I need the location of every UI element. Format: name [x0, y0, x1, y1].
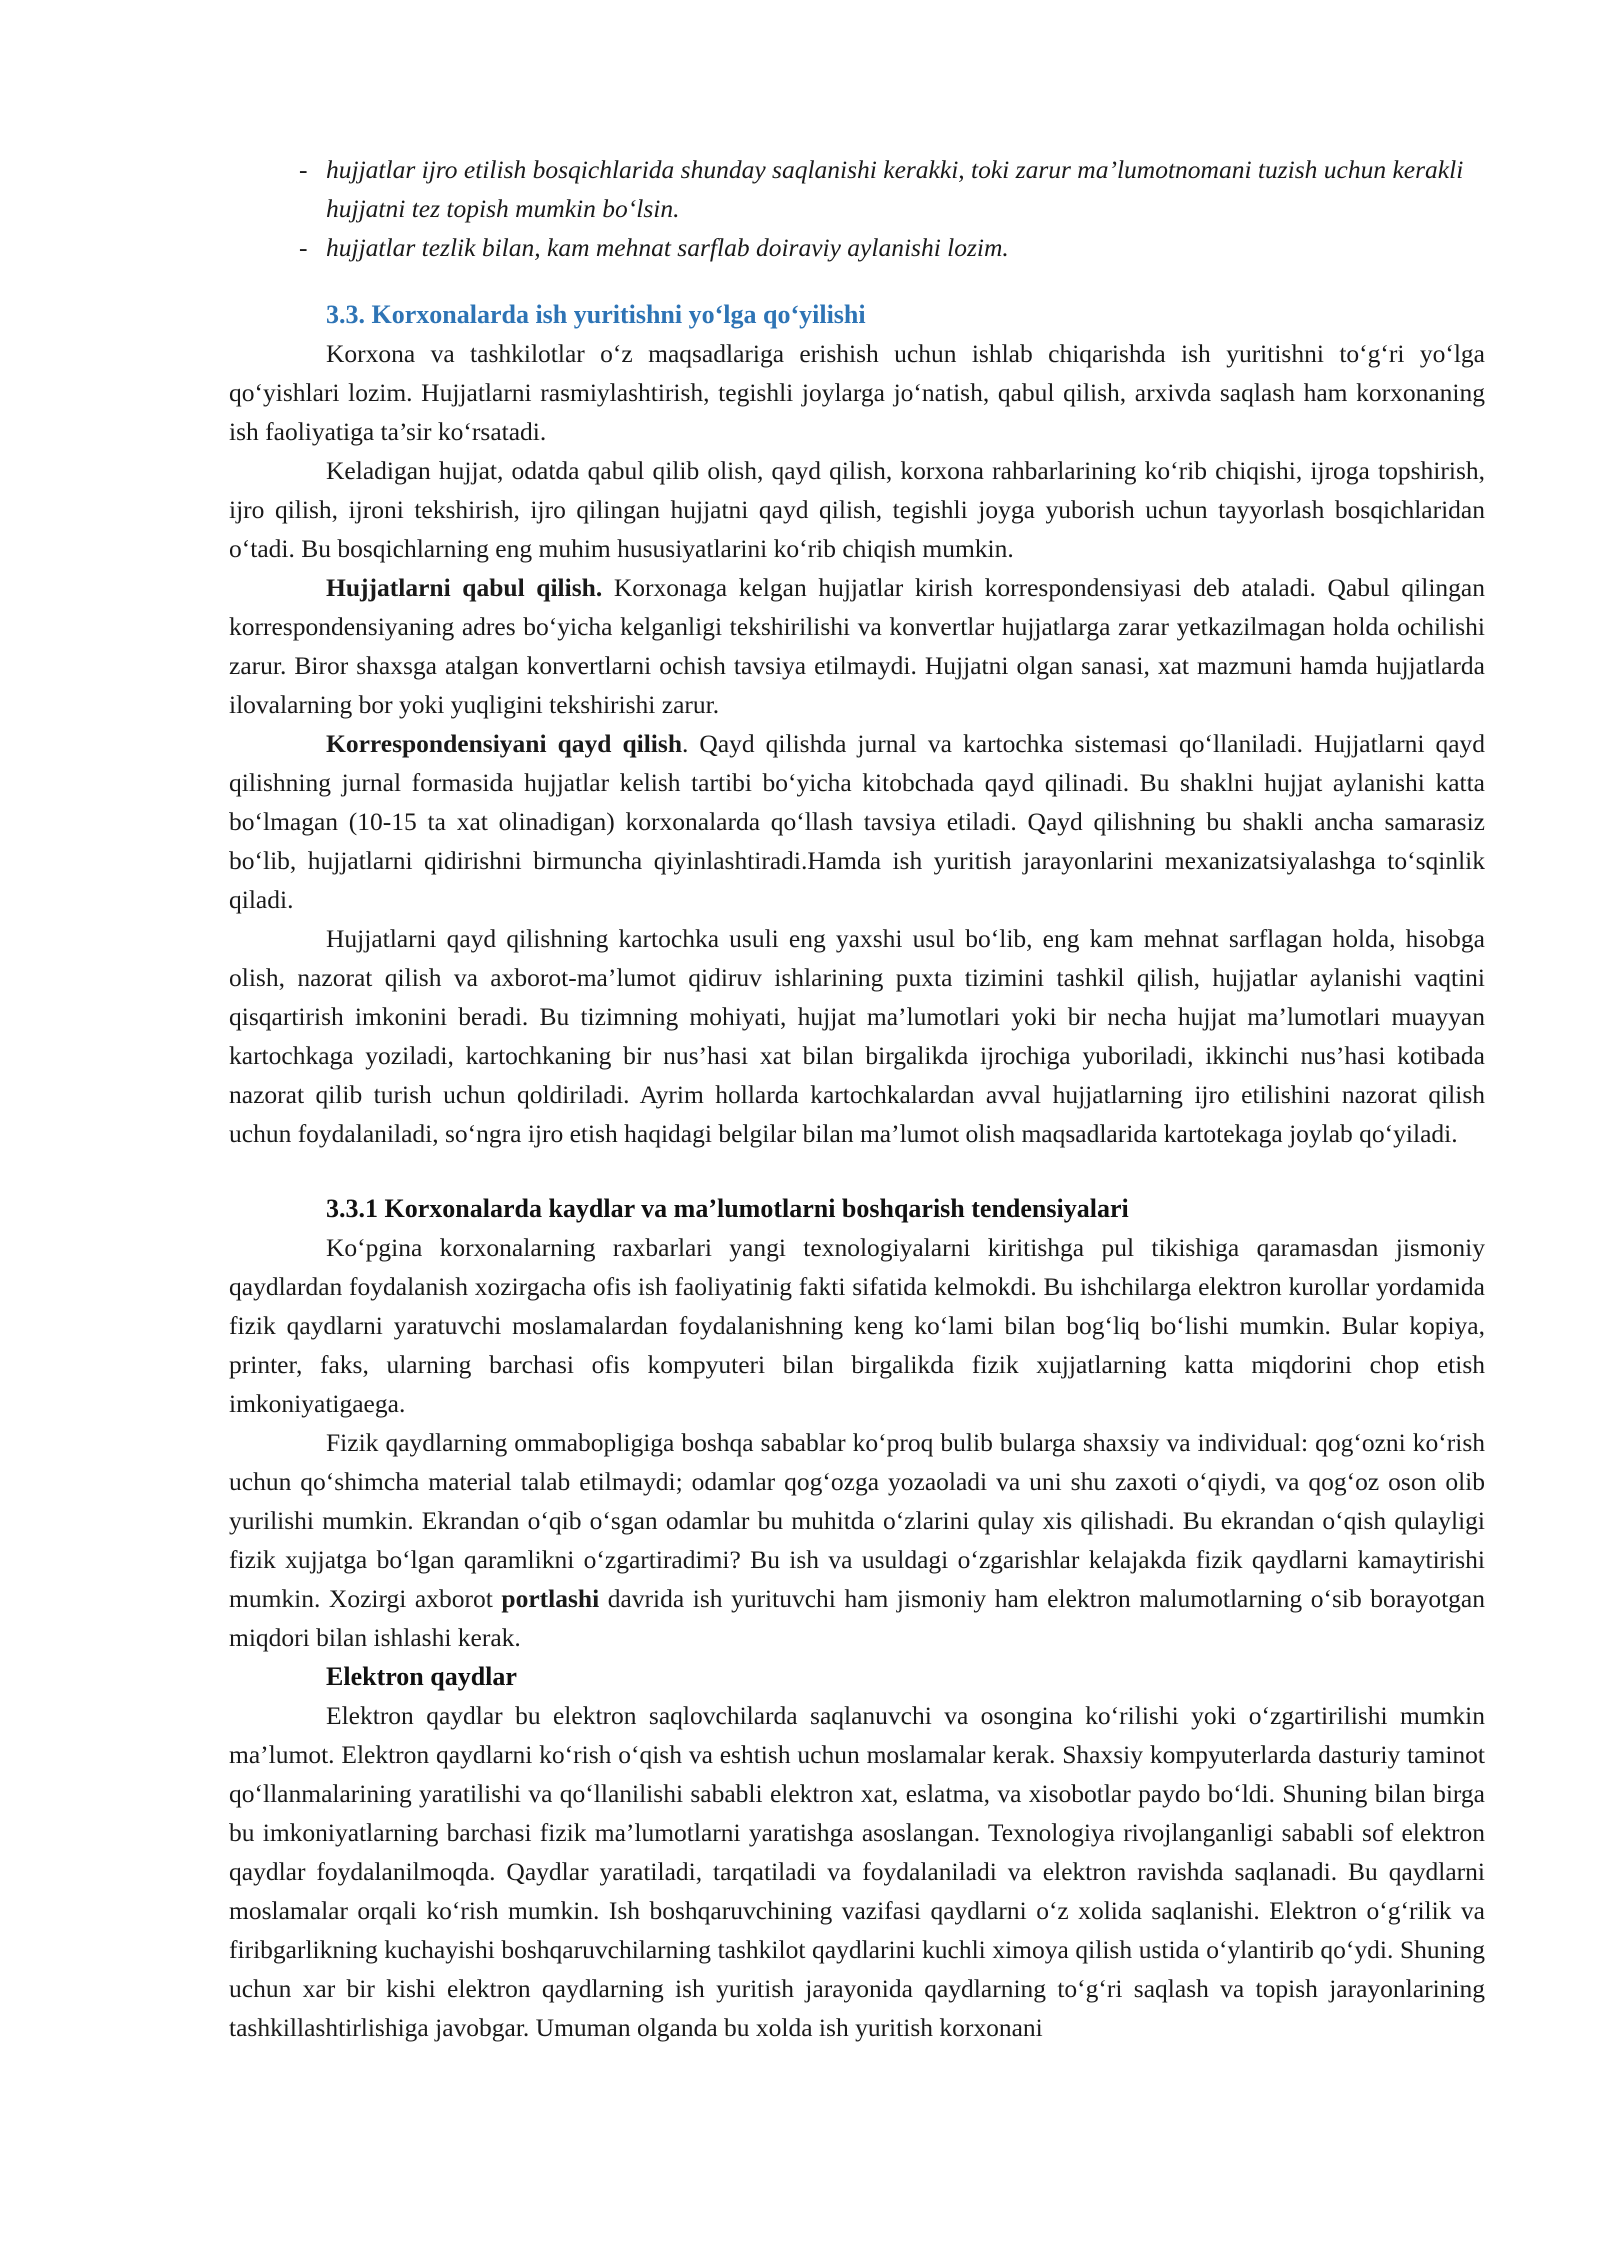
inline-bold-term: Korrespondensiyani qayd qilish: [326, 729, 683, 758]
paragraph: Fizik qaydlarning ommabopligiga boshqa sabablar ko‘proq bulib bularga shaxsiy va individual: qog‘ozni ko‘rish uchun qo‘shimcha material talab etilmaydi; odamlar qog‘ozga yozaoladi va uni shu zaxoti o‘qiydi, va qog‘oz oson olib yurilishi mumkin. Ekrandan o‘qib o‘sgan odamlar bu muhitda o‘zlarini qulay xis qilishadi. Bu ekrandan o‘qish qulayligi fizik xujjatga bo‘lgan qaramlikni o‘zgartiradimi? Bu ish va usuldagi o‘zgarishlar kelajakda fizik qaydlarni kamaytirishi mumkin. Xozirgi axborot portlashi davrida ish yurituvchi ham jismoniy ham elektron malumotlarning o‘sib borayotgan miqdori bilan ishlashi kerak.: [229, 1428, 1485, 1652]
paragraph: Keladigan hujjat, odatda qabul qilib olish, qayd qilish, korxona rahbarlarining ko‘rib chiqishi, ijroga topshirish, ijro qilish, ijroni tekshirish, ijro qilingan hujjatni qayd qilish, tegishli joyga yuborish uchun tayyorlash bosqichlaridan o‘tadi. Bu bosqichlarning eng muhim hususiyatlarini ko‘rib chiqish mumkin.: [229, 456, 1485, 563]
section-heading-3-3-1: 3.3.1 Korxonalarda kaydlar va ma’lumotlarni boshqarish tendensiyalari: [326, 1194, 1129, 1223]
inline-bold-term: portlashi: [501, 1584, 600, 1613]
inline-bold-term: Hujjatlarni qabul qilish.: [326, 573, 603, 602]
list-item: - hujjatlar tezlik bilan, kam mehnat sarflab doiraviy aylanishi lozim.: [229, 228, 1485, 267]
bullet-marker: -: [299, 155, 308, 184]
paragraph: Hujjatlarni qayd qilishning kartochka usuli eng yaxshi usul bo‘lib, eng kam mehnat sarflagan holda, hisobga olish, nazorat qilish va axborot-ma’lumot qidiruv ishlarining puxta tizimini tashkil qilish, hujjatlar aylanishi vaqtini qisqartirish imkonini beradi. Bu tizimning mohiyati, hujjat ma’lumotlari yoki bir necha hujjat ma’lumotlari muayyan kartochkaga yoziladi, kartochkaning bir nus’hasi xat bilan birgalikda ijrochiga yuboriladi, ikkinchi nus’hasi kotibada nazorat qilib turish uchun qoldiriladi. Ayrim hollarda kartochkalardan avval hujjatlarning ijro etilishini nazorat qilish uchun foydalaniladi, so‘ngra ijro etish haqidagi belgilar bilan ma’lumot olish maqsadlarida kartotekaga joylab qo‘yiladi.: [229, 924, 1485, 1148]
paragraph: Elektron qaydlar bu elektron saqlovchilarda saqlanuvchi va osongina ko‘rilishi yoki o‘zgartirilishi mumkin ma’lumot. Elektron qaydlarni ko‘rish o‘qish va eshtish uchun moslamalar kerak. Shaxsiy kompyuterlarda dasturiy taminot qo‘llanmalarining yaratilishi va qo‘llanilishi sababli elektron xat, eslatma, va xisobotlar paydo bo‘ldi. Shuning bilan birga bu imkoniyatlarning barchasi fizik ma’lumotlarni yaratishga asoslangan. Texnologiya rivojlanganligi sababli sof elektron qaydlar foydalanilmoqda. Qaydlar yaratiladi, tarqatiladi va foydalaniladi va elektron ravishda saqlanadi. Bu qaydlarni moslamalar orqali ko‘rish mumkin. Ish boshqaruvchining vazifasi qaydlarni o‘z xolida saqlanishi. Elektron o‘g‘rilik va firibgarlikning kuchayishi boshqaruvchilarning tashkilot qaydlarini kuchli ximoya qilish ustida o‘ylantirib qo‘ydi. Shuning uchun xar bir kishi elektron qaydlarning ish yuritish jarayonida qaydlarning to‘g‘ri saqlash va topish jarayonlarining tashkillashtirlishiga javobgar. Umuman olganda bu xolda ish yuritish korxonani: [229, 1701, 1485, 2042]
bullet-marker: -: [299, 233, 308, 262]
paragraph: Ko‘pgina korxonalarning raxbarlari yangi texnologiyalarni kiritishga pul tikishiga qaramasdan jismoniy qaydlardan foydalanish xozirgacha ofis ish faoliyatinig fakti sifatida kelmokdi. Bu ishchilarga elektron kurollar yordamida fizik qaydlarni yaratuvchi moslamalardan foydalanishning keng ko‘lami bilan bog‘liq bo‘lishi mumkin. Bular kopiya, printer, faks, ularning barchasi ofis kompyuteri bilan birgalikda fizik xujjatlarning katta miqdorini chop etish imkoniyatigaega.: [229, 1233, 1485, 1418]
paragraph: Hujjatlarni qabul qilish. Korxonaga kelgan hujjatlar kirish korrespondensiyasi deb ataladi. Qabul qilingan korrespondensiyaning adres bo‘yicha kelganligi tekshirilishi va konvertlar hujjatlarga zarar yetkazilmagan holda ochilishi zarur. Biror shaxsga atalgan konvertlarni ochish tavsiya etilmaydi. Hujjatni olgan sanasi, xat mazmuni hamda hujjatlarda ilovalarning bor yoki yuqligini tekshirishi zarur.: [229, 573, 1485, 719]
section-heading-3-3: 3.3. Korxonalarda ish yuritishni yo‘lga qo‘yilishi: [326, 300, 866, 329]
subheading-electronic-records: Elektron qaydlar: [326, 1662, 517, 1691]
paragraph: Korxona va tashkilotlar o‘z maqsadlariga erishish uchun ishlab chiqarishda ish yuritishni to‘g‘ri yo‘lga qo‘yishlari lozim. Hujjatlarni rasmiylashtirish, tegishli joylarga jo‘natish, qabul qilish, arxivda saqlash ham korxonaning ish faoliyatiga ta’sir ko‘rsatadi.: [229, 339, 1485, 446]
paragraph: Korrespondensiyani qayd qilish. Qayd qilishda jurnal va kartochka sistemasi qo‘llaniladi. Hujjatlarni qayd qilishning jurnal formasida hujjatlar kelish tartibi bo‘yicha kitobchada qayd qilinadi. Bu shaklni hujjat aylanishi katta bo‘lmagan (10-15 ta xat olinadigan) korxonalarda qo‘llash tavsiya etiladi. Qayd qilishning bu shakli ancha samarasiz bo‘lib, hujjatlarni qidirishni birmuncha qiyinlashtiradi.Hamda ish yuritish jarayonlarini mexanizatsiyalashga to‘sqinlik qiladi.: [229, 729, 1486, 914]
requirements-list: [229, 150, 1485, 267]
list-item: - hujjatlar ijro etilish bosqichlarida shunday saqlanishi kerakki, toki zarur ma’lumotnomani tuzish uchun kerakli hujjatni tez topish mumkin bo‘lsin.: [229, 150, 1485, 228]
document-page: [229, 150, 1485, 2047]
